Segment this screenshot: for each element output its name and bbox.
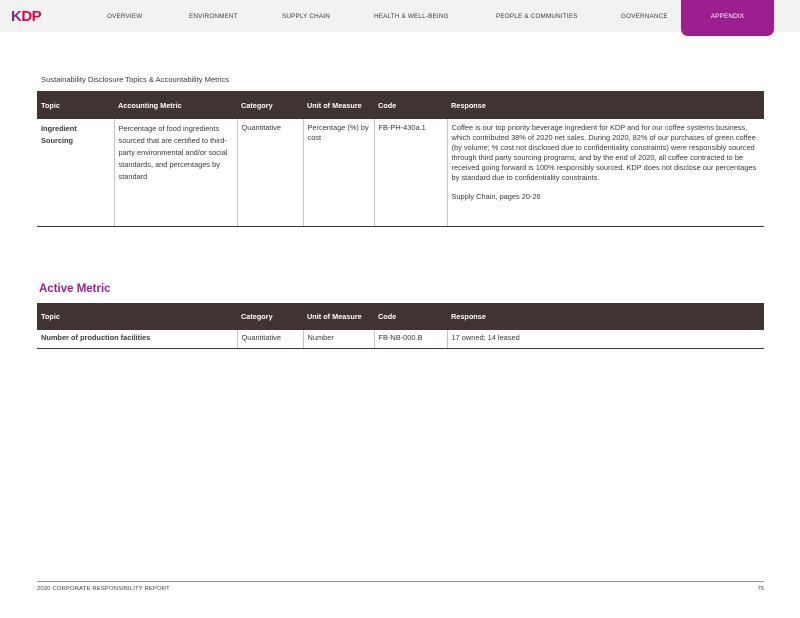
table-row	[37, 119, 764, 227]
nav-governance[interactable]: GOVERNANCE	[621, 13, 668, 20]
logo-letters: DP	[21, 7, 42, 25]
nav-appendix-active[interactable]: APPENDIX	[681, 0, 774, 36]
cell-response: 17 owned; 14 leased	[447, 330, 764, 349]
footer-divider	[37, 581, 764, 582]
table-row	[37, 330, 764, 349]
page-number: 75	[757, 586, 764, 592]
logo-k-letter: K	[11, 7, 22, 25]
cell-response	[447, 119, 764, 227]
header-category: Category	[237, 303, 303, 330]
response-text: Coffee is our top priority beverage ingredient for KDP and for our coffee systems business, which contributed 38% of 2020 net sales. During 2020, 82% of our purchases of green coffee (by volume; % cost not disclosed due to confidentiality constraints) were responsibly sourced through third party sourcing programs, and by the end of 2020, all coffee contracted to be received going forward is 100% responsibly sourced. KDP does not disclose our percentages by standard due to confidentiality constraints.	[451, 123, 757, 182]
nav-environment[interactable]: ENVIRONMENT	[189, 13, 238, 20]
cell-unit-of-measure: Percentage (%) by cost	[303, 119, 374, 227]
header-accounting-metric: Accounting Metric	[114, 91, 237, 119]
header-code: Code	[374, 91, 447, 119]
header-response: Response	[447, 303, 764, 330]
response-reference-link[interactable]: Supply Chain, pages 20-26	[451, 192, 541, 201]
header-topic: Topic	[37, 303, 237, 330]
cell-unit-of-measure: Number	[303, 330, 374, 349]
header-category: Category	[237, 91, 303, 119]
header-unit-of-measure: Unit of Measure	[303, 303, 374, 330]
cell-code: FB-NB-000.B	[374, 330, 447, 349]
section-title-active-metric: Active Metric	[39, 283, 111, 295]
footer-report-title: 2020 CORPORATE RESPONSIBILITY REPORT	[37, 586, 170, 592]
cell-category: Quantitative	[237, 119, 303, 227]
cell-category: Quantitative	[237, 330, 303, 349]
header-unit-of-measure: Unit of Measure	[303, 91, 374, 119]
kdp-logo[interactable]	[11, 8, 41, 24]
top-navigation	[0, 0, 800, 32]
nav-people-communities[interactable]: PEOPLE & COMMUNITIES	[496, 13, 578, 20]
cell-topic: Number of production facilities	[37, 330, 237, 349]
cell-accounting-metric: Percentage of food ingredients sourced that are certified to third-party environmental and/or social standards, and percentages by standard	[114, 119, 237, 227]
cell-topic: Ingredient Sourcing	[37, 119, 114, 227]
table-header-row	[37, 303, 764, 330]
nav-overview[interactable]: OVERVIEW	[107, 13, 143, 20]
header-topic: Topic	[37, 91, 114, 119]
header-code: Code	[374, 303, 447, 330]
cell-code: FB-PH-430a.1	[374, 119, 447, 227]
page-subtitle: Sustainability Disclosure Topics & Accountability Metrics	[41, 75, 230, 84]
nav-supply-chain[interactable]: SUPPLY CHAIN	[282, 13, 331, 20]
sasb-metrics-table	[37, 91, 764, 227]
nav-health-well-being[interactable]: HEALTH & WELL-BEING	[374, 13, 449, 20]
table-header-row	[37, 91, 764, 119]
header-response: Response	[447, 91, 764, 119]
active-metric-table	[37, 303, 764, 349]
